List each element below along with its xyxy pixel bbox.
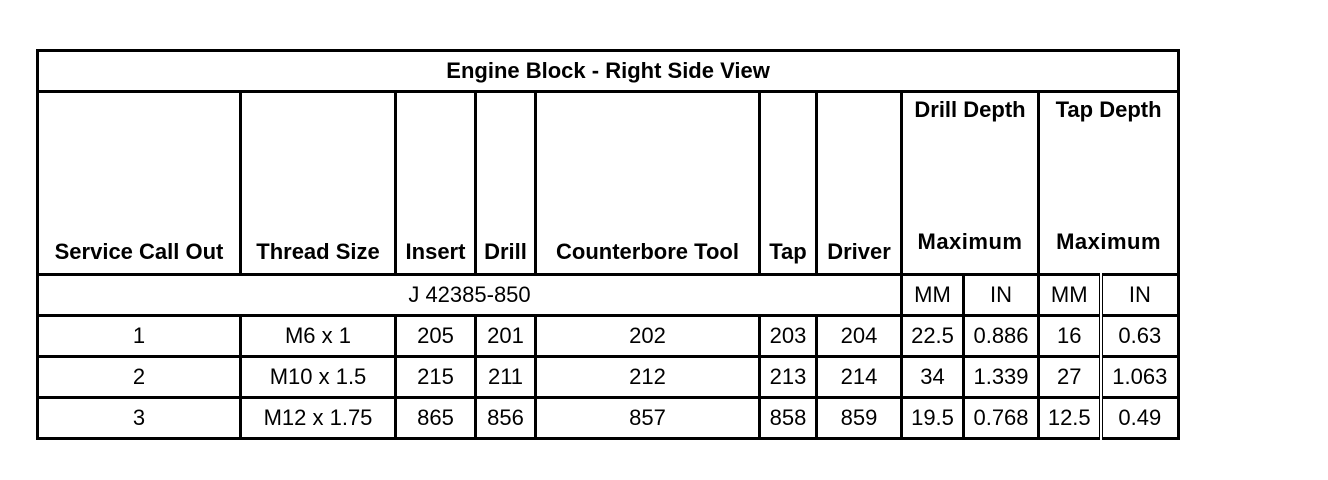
cell-insert: 215 xyxy=(396,357,476,398)
table-title: Engine Block - Right Side View xyxy=(38,51,1179,92)
tap-depth-label: Tap Depth xyxy=(1055,97,1162,122)
header-row xyxy=(38,92,1179,275)
cell-drill-depth-mm: 34 xyxy=(902,357,964,398)
cell-drill-depth-mm: 22.5 xyxy=(902,316,964,357)
cell-driver: 214 xyxy=(817,357,902,398)
cell-driver: 859 xyxy=(817,398,902,439)
cell-counterbore-tool: 202 xyxy=(536,316,760,357)
cell-insert: 865 xyxy=(396,398,476,439)
table-row xyxy=(38,398,1179,439)
header-insert: Insert xyxy=(396,92,476,275)
cell-thread-size: M6 x 1 xyxy=(241,316,396,357)
cell-drill-depth-in: 0.768 xyxy=(964,398,1039,439)
cell-tap-depth-mm: 12.5 xyxy=(1039,398,1101,439)
header-tap-depth xyxy=(1039,92,1179,275)
cell-thread-size: M12 x 1.75 xyxy=(241,398,396,439)
cell-counterbore-tool: 857 xyxy=(536,398,760,439)
unit-drill-mm: MM xyxy=(902,275,964,316)
header-drill-depth xyxy=(902,92,1039,275)
header-tap: Tap xyxy=(760,92,817,275)
tap-depth-maximum-label: Maximum xyxy=(1056,229,1162,254)
cell-call-out: 3 xyxy=(38,398,241,439)
cell-drill: 856 xyxy=(476,398,536,439)
header-driver: Driver xyxy=(817,92,902,275)
table-row xyxy=(38,316,1179,357)
cell-thread-size: M10 x 1.5 xyxy=(241,357,396,398)
cell-tap-depth-in: 0.49 xyxy=(1101,398,1179,439)
cell-drill-depth-mm: 19.5 xyxy=(902,398,964,439)
cell-counterbore-tool: 212 xyxy=(536,357,760,398)
cell-tap: 213 xyxy=(760,357,817,398)
unit-tap-mm: MM xyxy=(1039,275,1101,316)
cell-drill: 211 xyxy=(476,357,536,398)
engine-block-spec-table xyxy=(36,49,1180,440)
header-service-call-out: Service Call Out xyxy=(38,92,241,275)
cell-tap-depth-in: 1.063 xyxy=(1101,357,1179,398)
unit-drill-in: IN xyxy=(964,275,1039,316)
table-row xyxy=(38,357,1179,398)
header-thread-size: Thread Size xyxy=(241,92,396,275)
cell-drill: 201 xyxy=(476,316,536,357)
cell-tap-depth-mm: 16 xyxy=(1039,316,1101,357)
cell-driver: 204 xyxy=(817,316,902,357)
header-counterbore-tool: Counterbore Tool xyxy=(536,92,760,275)
cell-drill-depth-in: 0.886 xyxy=(964,316,1039,357)
cell-tap-depth-mm: 27 xyxy=(1039,357,1101,398)
cell-drill-depth-in: 1.339 xyxy=(964,357,1039,398)
kit-number: J 42385-850 xyxy=(38,275,902,316)
cell-tap-depth-in: 0.63 xyxy=(1101,316,1179,357)
cell-tap: 858 xyxy=(760,398,817,439)
cell-call-out: 2 xyxy=(38,357,241,398)
title-row xyxy=(38,51,1179,92)
kit-row xyxy=(38,275,1179,316)
cell-tap: 203 xyxy=(760,316,817,357)
cell-call-out: 1 xyxy=(38,316,241,357)
drill-depth-maximum-label: Maximum xyxy=(917,229,1023,254)
header-drill: Drill xyxy=(476,92,536,275)
unit-tap-in: IN xyxy=(1101,275,1179,316)
cell-insert: 205 xyxy=(396,316,476,357)
drill-depth-label: Drill Depth xyxy=(914,97,1026,122)
